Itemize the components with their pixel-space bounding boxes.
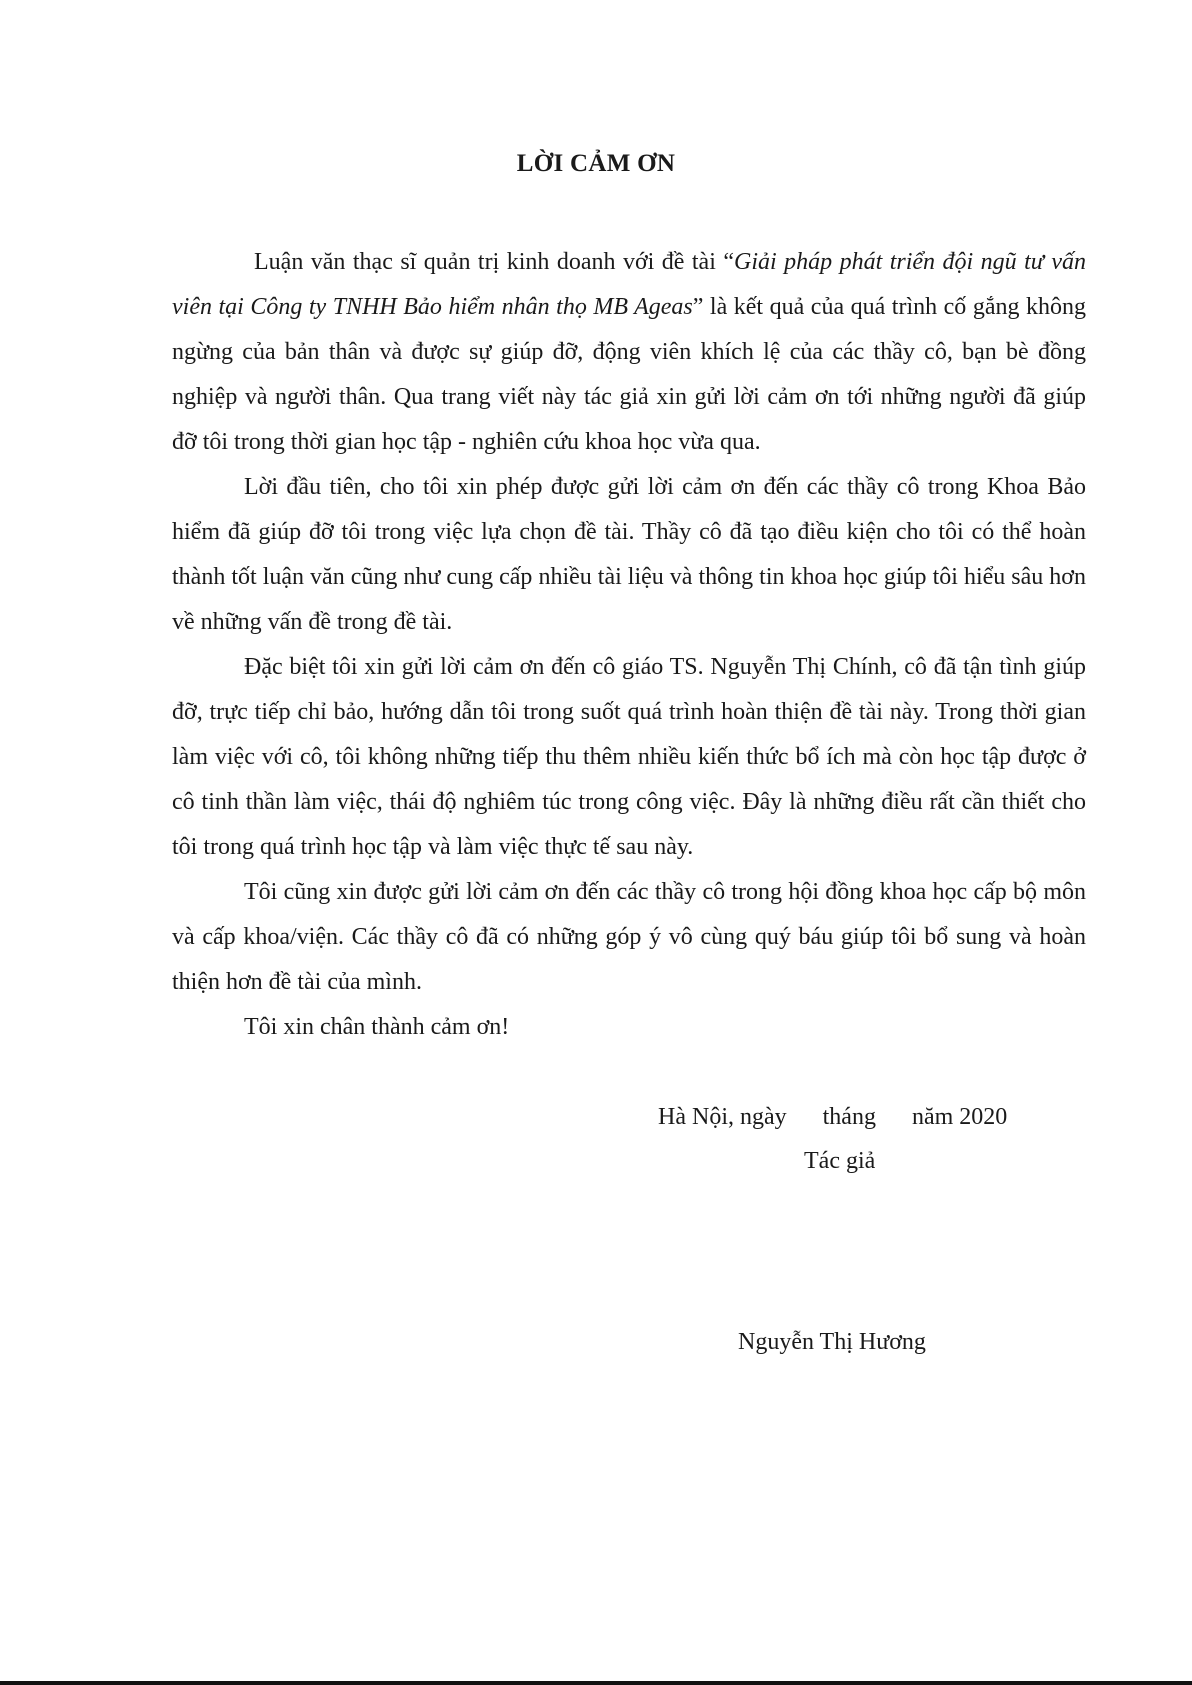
- author-label: Tác giả: [804, 1148, 876, 1174]
- closing-line: Tôi xin chân thành cảm ơn!: [244, 1014, 510, 1040]
- date-line: Hà Nội, ngày tháng năm 2020: [658, 1104, 1008, 1130]
- paragraph-1-rest: ” là kết quả của quá trình cố gắng không ngừng của bản thân và được sự giúp đỡ, động viên khích lệ của các thầy cô, bạn bè đồng nghiệp và người thân. Qua trang viết này tác giả xin gửi lời cảm ơn tới những người đã giúp đỡ tôi trong thời gian học tập - nghiên cứu khoa học vừa qua.: [172, 294, 1086, 455]
- paragraph-3: Đặc biệt tôi xin gửi lời cảm ơn đến cô giáo TS. Nguyễn Thị Chính, cô đã tận tình giúp đỡ, trực tiếp chỉ bảo, hướng dẫn tôi trong suốt quá trình hoàn thiện đề tài này. Trong thời gian làm việc với cô, tôi không những tiếp thu thêm nhiều kiến thức bổ ích mà còn học tập được ở cô tinh thần làm việc, thái độ nghiêm túc trong công việc. Đây là những điều rất cần thiết cho tôi trong quá trình học tập và làm việc thực tế sau này.: [172, 654, 1086, 860]
- paragraph-1-intro: Luận văn thạc sĩ quản trị kinh doanh với đề tài “: [254, 249, 734, 275]
- paragraph-2: Lời đầu tiên, cho tôi xin phép được gửi lời cảm ơn đến các thầy cô trong Khoa Bảo hiểm đã giúp đỡ tôi trong việc lựa chọn đề tài. Thầy cô đã tạo điều kiện cho tôi có thể hoàn thành tốt luận văn cũng như cung cấp nhiều tài liệu và thông tin khoa học giúp tôi hiểu sâu hơn về những vấn đề trong đề tài.: [172, 474, 1086, 635]
- author-name: Nguyễn Thị Hương: [738, 1329, 926, 1355]
- paragraph-1: [172, 240, 1086, 465]
- bottom-border: [0, 1681, 1192, 1685]
- paragraph-4: Tôi cũng xin được gửi lời cảm ơn đến các thầy cô trong hội đồng khoa học cấp bộ môn và cấp khoa/viện. Các thầy cô đã có những góp ý vô cùng quý báu giúp tôi bổ sung và hoàn thiện hơn đề tài của mình.: [172, 879, 1086, 995]
- page-title: LỜI CẢM ƠN: [516, 150, 676, 177]
- thesis-title: Giải pháp phát triển đội ngũ tư vấn viên tại Công ty TNHH Bảo hiểm nhân thọ MB Ageas: [172, 249, 1086, 320]
- acknowledgement-body: [172, 240, 1086, 1050]
